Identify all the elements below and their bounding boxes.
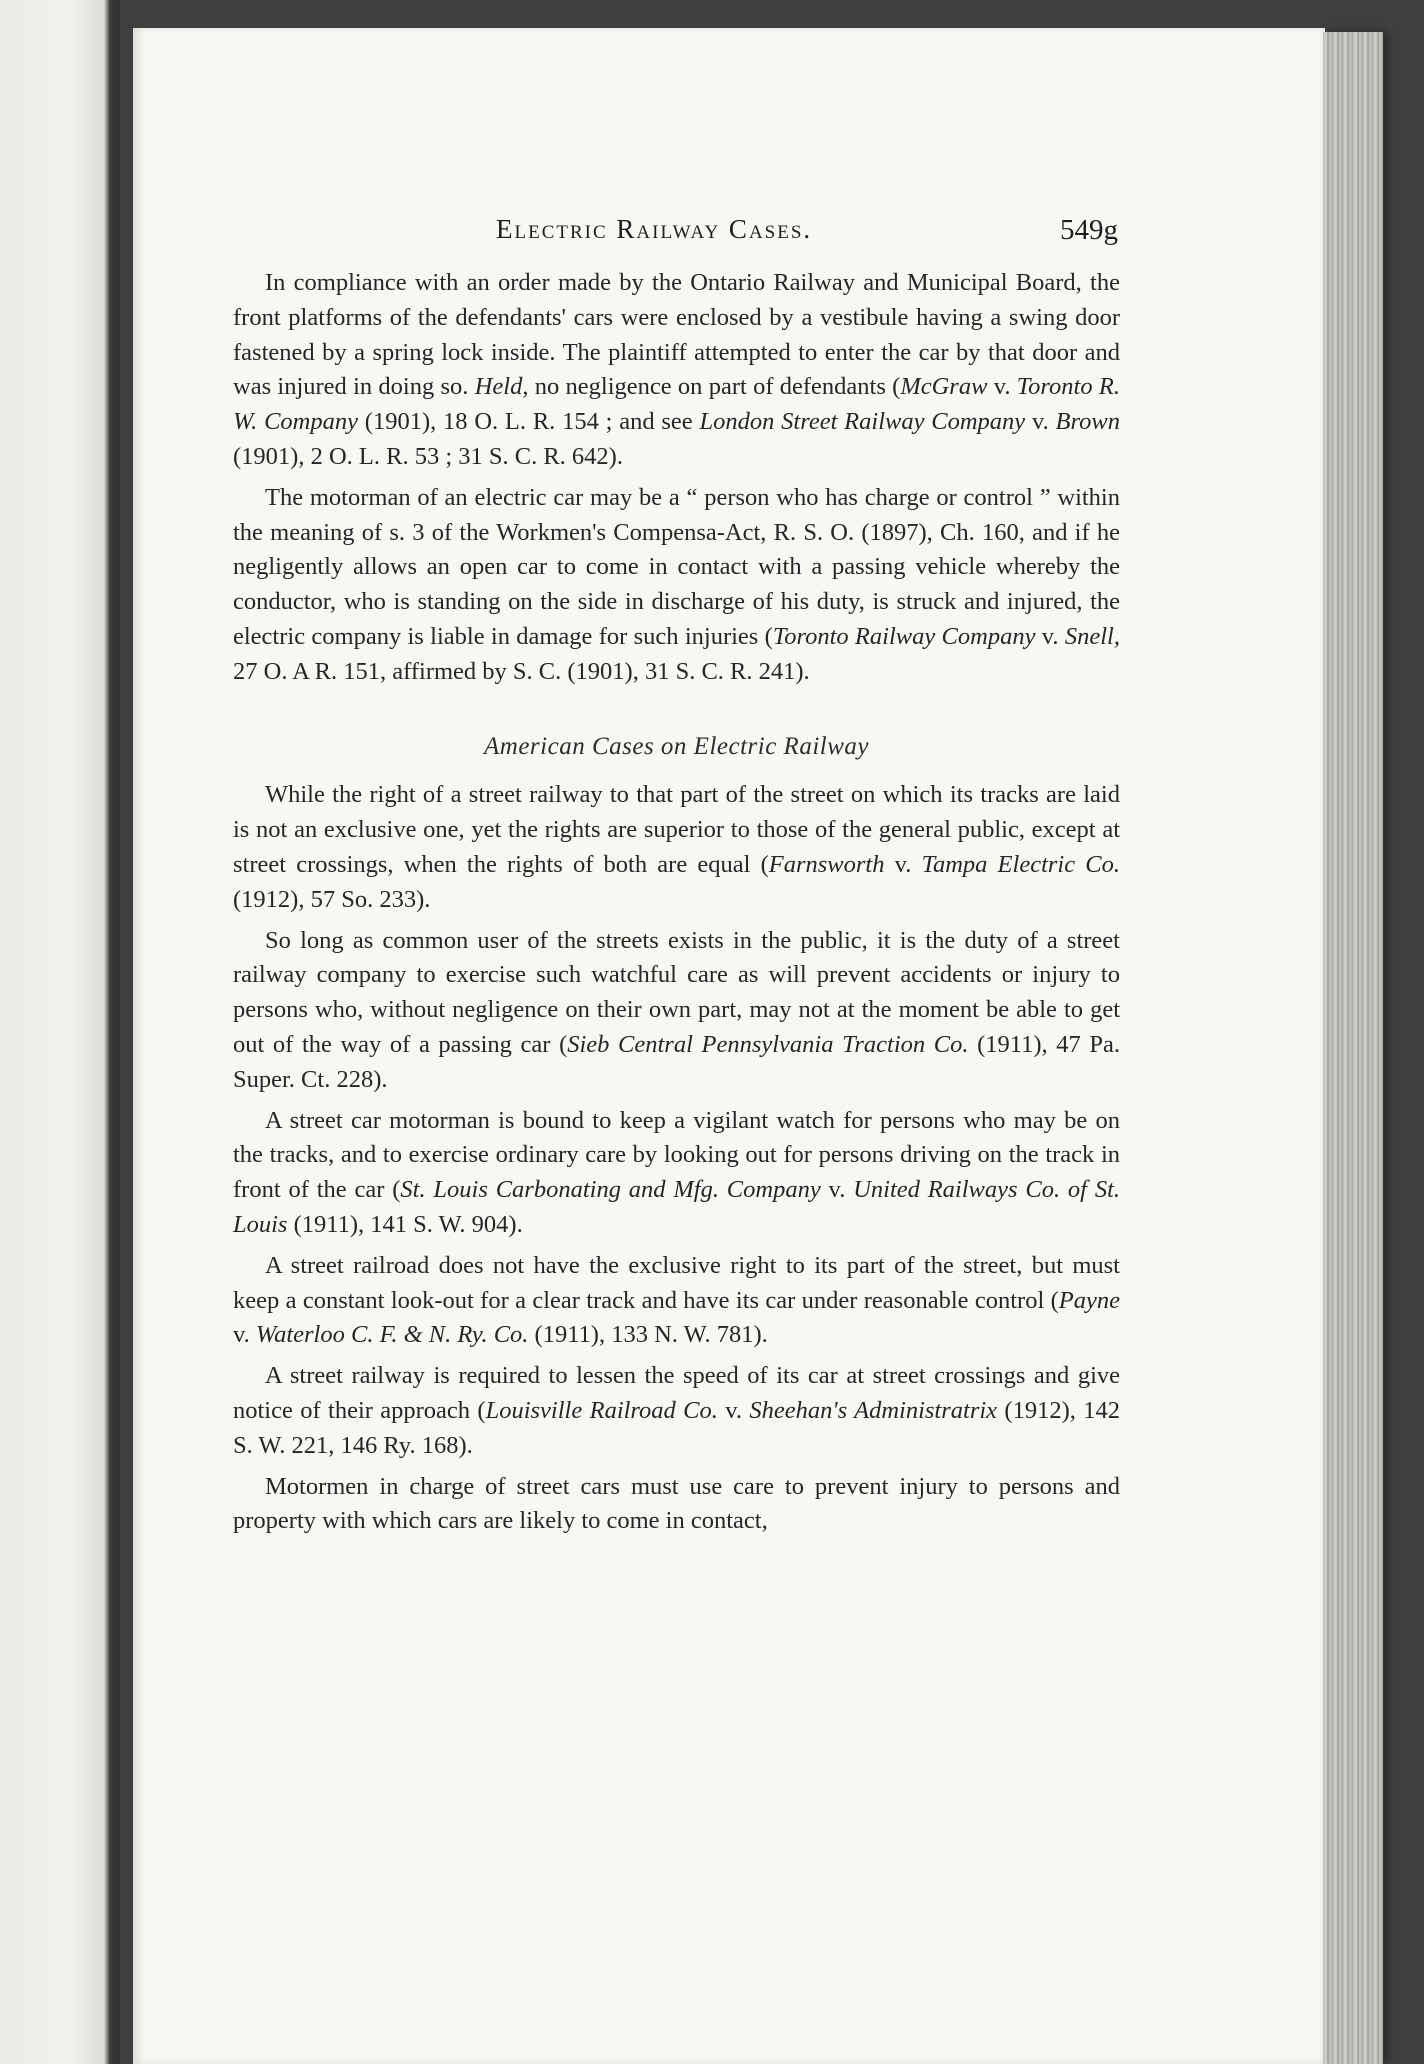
paragraph-motorman-control: The motorman of an electric car may be a “ person who has charge or control ” within the meaning of s. 3 of the Workmen's Compensa-Act, R. S. O. (1897), Ch. 160, and if he negligently allows an open car to come in contact with a passing vehicle whereby the conductor, who is standing on the side in discharge of his duty, is struck and injured, the electric company is liable in damage for such injuries (Toronto Railway Company v. Snell, 27 O. A R. 151, affirmed by S. C. (1901), 31 S. C. R. 241). <box>233 483 1120 685</box>
page-number: 549g <box>1060 214 1118 246</box>
case-name: Toronto R. W. Company <box>233 373 1120 436</box>
running-header <box>496 214 1126 258</box>
paragraph-vigilant-watch: A street car motorman is bound to keep a vigilant watch for persons who may be on the tracks, and to exercise ordinary care by looking out for persons driving on the track in front of the car (St. Louis Carbonating and Mfg. Company v. United Railways Co. of St. Louis (1911), 141 S. W. 904). <box>233 1106 1121 1238</box>
case-name: London Street Railway Company <box>699 408 1026 436</box>
page-stack-edge <box>1323 32 1383 2064</box>
case-name: Waterloo C. F. & N. Ry. Co. <box>255 1321 529 1349</box>
paragraph-common-user: So long as common user of the streets exists in the public, it is the duty of a street railway company to exercise such watchful care as will prevent accidents or injury to persons who, without negligence on their own part, may not at the moment be able to get out of the way of a passing car (Sieb Central Pennsylvania Traction Co. (1911), 47 Pa. Super. Ct. 228). <box>233 926 1120 1093</box>
case-name: Louisville Railroad Co. <box>485 1396 718 1424</box>
paragraph-vestibule-door: In compliance with an order made by the Ontario Railway and Municipal Board, the front platforms of the defendants' cars were enclosed by a vestibule having a swing door fastened by a spring lock inside. The plaintiff attempted to enter the car by that door and was injured in doing so. Held, no negligence on part of defendants (McGraw v. Toronto R. W. Company (1901), 18 O. L. R. 154 ; and see London Street Railway Company v. Brown (1901), 2 O. L. R. 53 ; 31 S. C. R. 642). <box>233 269 1120 470</box>
previous-page-edge <box>0 0 120 2064</box>
case-name: Tampa Electric Co. <box>921 850 1120 878</box>
case-name: St. Louis Carbonating and Mfg. Company <box>400 1176 821 1204</box>
paragraph-right-of-way: While the right of a street railway to that part of the street on which its tracks are laid is not an exclusive one, yet the rights are superior to those of the general public, except at street crossings, when the rights of both are equal (Farnsworth v. Tampa Electric Co. (1912), 57 So. 233). <box>233 781 1120 913</box>
case-name: Toronto Railway Company <box>772 622 1036 650</box>
running-title: Electric Railway Cases. <box>496 214 813 244</box>
case-name: Sheehan's Administratrix <box>749 1396 998 1424</box>
case-name: Payne <box>1058 1286 1120 1314</box>
case-name: Sieb Central Pennsylvania Traction Co. <box>567 1030 969 1058</box>
page-body <box>233 266 1120 1545</box>
paragraph-motormen-care: Motormen in charge of street cars must use care to prevent injury to persons and property with which cars are likely to come in contact, <box>233 1472 1120 1535</box>
case-name: Snell, <box>1064 622 1120 650</box>
paragraph-street-crossings: A street railway is required to lessen the speed of its car at street crossings and give notice of their approach (Louisville Railroad Co. v. Sheehan's Administratrix (1912), 142 S. W. 221, 146 Ry. 168). <box>233 1362 1120 1459</box>
paragraph-look-out: A street railroad does not have the exclusive right to its part of the street, but must keep a constant look-out for a clear track and have its car under reasonable control (Payne v. Waterloo C. F. & N. Ry. Co. (1911), 133 N. W. 781). <box>233 1251 1120 1349</box>
case-name: Farnsworth <box>768 850 885 878</box>
case-name: McGraw <box>900 373 988 401</box>
case-name: United Railways Co. of St. Louis <box>233 1176 1121 1238</box>
section-heading: American Cases on Electric Railway <box>484 732 869 760</box>
case-name: Brown <box>1055 408 1120 436</box>
held-word: Held, <box>474 373 529 401</box>
